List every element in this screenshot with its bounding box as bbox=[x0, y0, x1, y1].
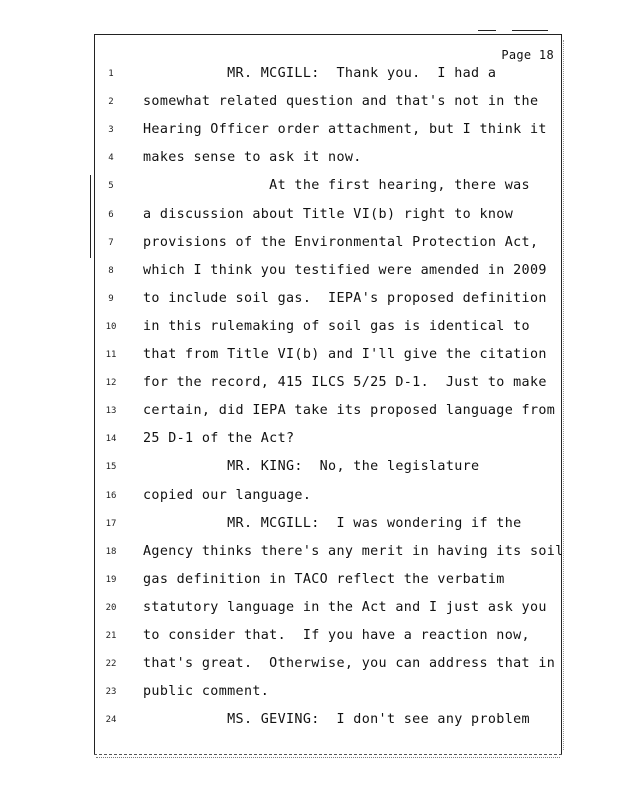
line-text: 25 D-1 of the Act? bbox=[143, 431, 295, 447]
line-text: MR. MCGILL: I was wondering if the bbox=[143, 515, 522, 531]
line-number: 6 bbox=[108, 209, 114, 220]
line-text: a discussion about Title VI(b) right to know bbox=[143, 206, 514, 222]
line-text: makes sense to ask it now. bbox=[143, 150, 362, 166]
line-number: 3 bbox=[108, 125, 114, 136]
transcript-line bbox=[100, 656, 555, 678]
line-number: 23 bbox=[105, 687, 117, 698]
line-number: 19 bbox=[105, 574, 117, 585]
line-text: in this rulemaking of soil gas is identical to bbox=[143, 318, 530, 334]
line-number: 12 bbox=[105, 378, 117, 389]
line-text: provisions of the Environmental Protection Act, bbox=[143, 234, 539, 250]
line-number: 11 bbox=[105, 350, 117, 360]
line-number: 21 bbox=[105, 631, 117, 641]
line-number: 1 bbox=[108, 69, 114, 79]
page-bottom-edge bbox=[94, 754, 562, 755]
line-text: gas definition in TACO reflect the verbatim bbox=[143, 571, 505, 587]
line-number: 2 bbox=[108, 97, 114, 108]
line-text: to include soil gas. IEPA's proposed definition bbox=[143, 290, 547, 306]
transcript-line bbox=[100, 488, 555, 510]
footer-scan-noise bbox=[96, 757, 560, 761]
transcript-line bbox=[100, 403, 555, 425]
transcript-line bbox=[100, 94, 555, 116]
transcript-line bbox=[100, 375, 555, 397]
transcript-line bbox=[100, 712, 555, 734]
line-number: 17 bbox=[105, 518, 117, 529]
line-number: 24 bbox=[105, 715, 117, 726]
transcript-line bbox=[100, 319, 555, 341]
line-number: 18 bbox=[105, 546, 117, 557]
line-text: public comment. bbox=[143, 684, 270, 700]
transcript-line bbox=[100, 572, 555, 594]
line-number: 7 bbox=[108, 237, 114, 248]
transcript-line bbox=[100, 122, 555, 144]
transcript-line bbox=[100, 207, 555, 229]
transcript-line bbox=[100, 263, 555, 285]
line-text: that's great. Otherwise, you can address that in bbox=[143, 656, 556, 672]
line-text: At the first hearing, there was bbox=[143, 178, 530, 194]
transcript-line bbox=[100, 150, 555, 172]
line-number: 9 bbox=[108, 293, 114, 304]
right-margin-dots bbox=[563, 40, 564, 750]
line-text: that from Title VI(b) and I'll give the citation bbox=[143, 347, 547, 362]
line-text: copied our language. bbox=[143, 487, 312, 503]
line-number: 16 bbox=[105, 490, 117, 501]
line-text: MR. MCGILL: Thank you. I had a bbox=[143, 66, 497, 81]
line-number: 15 bbox=[105, 462, 117, 473]
line-text: Hearing Officer order attachment, but I think it bbox=[143, 122, 547, 138]
line-number: 8 bbox=[108, 265, 114, 276]
line-number: 14 bbox=[105, 434, 117, 445]
line-text: for the record, 415 ILCS 5/25 D-1. Just to make bbox=[143, 375, 547, 391]
transcript-line bbox=[100, 628, 555, 650]
line-text: which I think you testified were amended in 2009 bbox=[143, 262, 547, 278]
transcript-line bbox=[100, 291, 555, 313]
line-number: 10 bbox=[105, 321, 117, 332]
line-text: MS. GEVING: I don't see any problem bbox=[143, 712, 530, 728]
transcript-line bbox=[100, 178, 555, 200]
top-edge-mark bbox=[478, 30, 496, 31]
line-text: certain, did IEPA take its proposed language from bbox=[143, 403, 556, 419]
transcript-line bbox=[100, 459, 555, 481]
line-number: 5 bbox=[108, 181, 114, 192]
transcript-line bbox=[100, 235, 555, 257]
line-text: MR. KING: No, the legislature bbox=[143, 459, 480, 475]
transcript-line bbox=[100, 684, 555, 706]
line-number: 20 bbox=[105, 602, 117, 613]
transcript-line bbox=[100, 543, 564, 566]
transcript-line bbox=[100, 516, 555, 538]
line-number: 22 bbox=[105, 659, 117, 670]
transcript-line bbox=[100, 347, 555, 369]
line-number: 13 bbox=[105, 406, 117, 417]
line-text: somewhat related question and that's not in the bbox=[143, 94, 539, 110]
line-text: Agency thinks there's any merit in having its soil bbox=[143, 543, 564, 559]
transcript-line bbox=[100, 600, 555, 622]
top-edge-mark-right bbox=[512, 30, 548, 31]
left-margin-tick-lower bbox=[90, 230, 91, 258]
page-number: Page 18 bbox=[501, 48, 554, 62]
line-text: statutory language in the Act and I just ask you bbox=[143, 599, 547, 615]
line-number: 4 bbox=[108, 153, 114, 164]
transcript-line bbox=[100, 431, 555, 453]
transcript-line bbox=[100, 66, 555, 88]
line-text: to consider that. If you have a reaction now, bbox=[143, 628, 530, 643]
